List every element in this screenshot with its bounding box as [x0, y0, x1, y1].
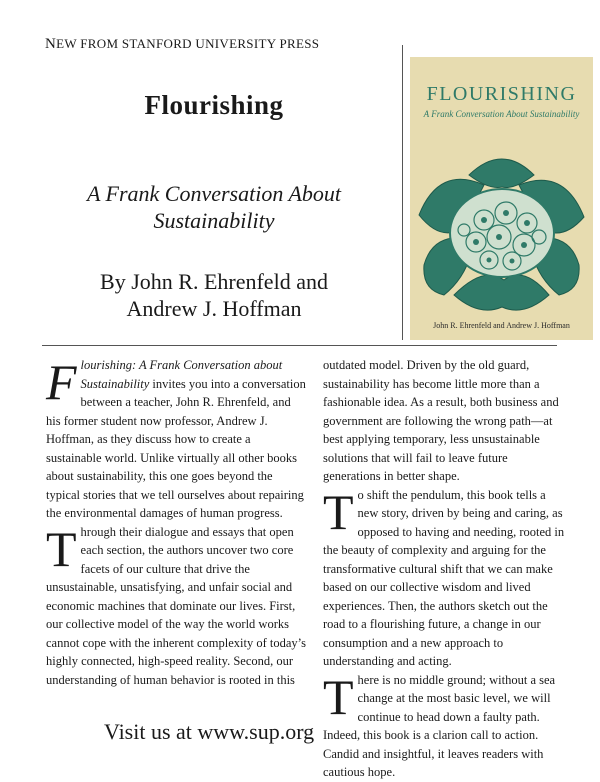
book-subtitle: A Frank Conversation About Sustainability [86, 181, 341, 233]
press-header-initial: N [45, 36, 57, 52]
cover-subtitle: A Frank Conversation About Sustainability [423, 109, 580, 119]
drop-cap: T [323, 483, 354, 540]
authors-line-2: Andrew J. Hoffman [126, 296, 302, 321]
paragraph-dialogue [46, 520, 308, 690]
drop-cap: F [46, 354, 77, 410]
paragraph-new-story [323, 483, 565, 671]
book-cover [410, 57, 593, 340]
book-authors [40, 268, 388, 322]
cauliflower-illustration [414, 145, 589, 315]
book-title-inline: lourishing: A Frank Conversation about Sustainability [80, 358, 283, 391]
footer-website: Visit us at www.sup.org [104, 719, 315, 744]
paragraph-call-to-action [323, 668, 565, 782]
drop-cap: T [323, 668, 354, 725]
horizontal-divider [42, 345, 557, 346]
press-header [45, 36, 319, 53]
paragraph-intro [46, 356, 308, 523]
cover-title: FLOURISHING [426, 83, 577, 105]
paragraph-dialogue-continued: outdated model. Driven by the old guard, sustainability has become little more than a fashionable idea. As a result, both business and government are following the wrong path—at best applying temporary, less unsustainable solutions that will fail to leave future generations in better shape. [323, 358, 559, 483]
paragraph-text: o shift the pendulum, this book tells a new story, driven by being and caring, as opposed to having and needing, rooted in the beauty of complexity and arguing for the transformative cultural shift that we can make based on our collective wisdom and lived experiences. Then, the authors sketch out the road to a flourishing future, a change in our consumption and a new approach to understanding and acting. [323, 487, 565, 668]
paragraph-text: invites you into a conversation between a teacher, John R. Ehrenfeld, and his former student now professor, Andrew J. Hoffman, as they discuss how to create a sustainable world. Unlike virtually all other books about sustainability, this one goes beyond the typical stories that we tell ourselves about repairing the environmental damages of human progress. [46, 376, 306, 520]
paragraph-text: hrough their dialogue and essays that open each section, the authors uncover two core facets of our culture that drive the unsustainable, unsatisfying, and unfair social and economic machines that dominate our lives. First, our collective model of the way the world works cannot cope with the inherent complexity of today’s highly connected, high-speed reality. Second, our understanding of human behavior is rooted in this [46, 524, 306, 687]
book-title: Flourishing [144, 90, 284, 120]
body-column-left [46, 356, 308, 689]
authors-line-1: By John R. Ehrenfeld and [100, 269, 328, 294]
paragraph-text: here is no middle ground; without a sea change at the most basic level, we will continue to head down a faulty path. Indeed, this book is a clarion call to action. Candid and insightful, it leaves readers with cautious hope. [323, 672, 556, 779]
press-header-rest: EW FROM STANFORD UNIVERSITY PRESS [56, 36, 320, 51]
vertical-divider [402, 45, 403, 340]
body-column-right [323, 356, 565, 782]
cover-authors: John R. Ehrenfeld and Andrew J. Hoffman [433, 321, 570, 330]
drop-cap: T [46, 520, 77, 577]
